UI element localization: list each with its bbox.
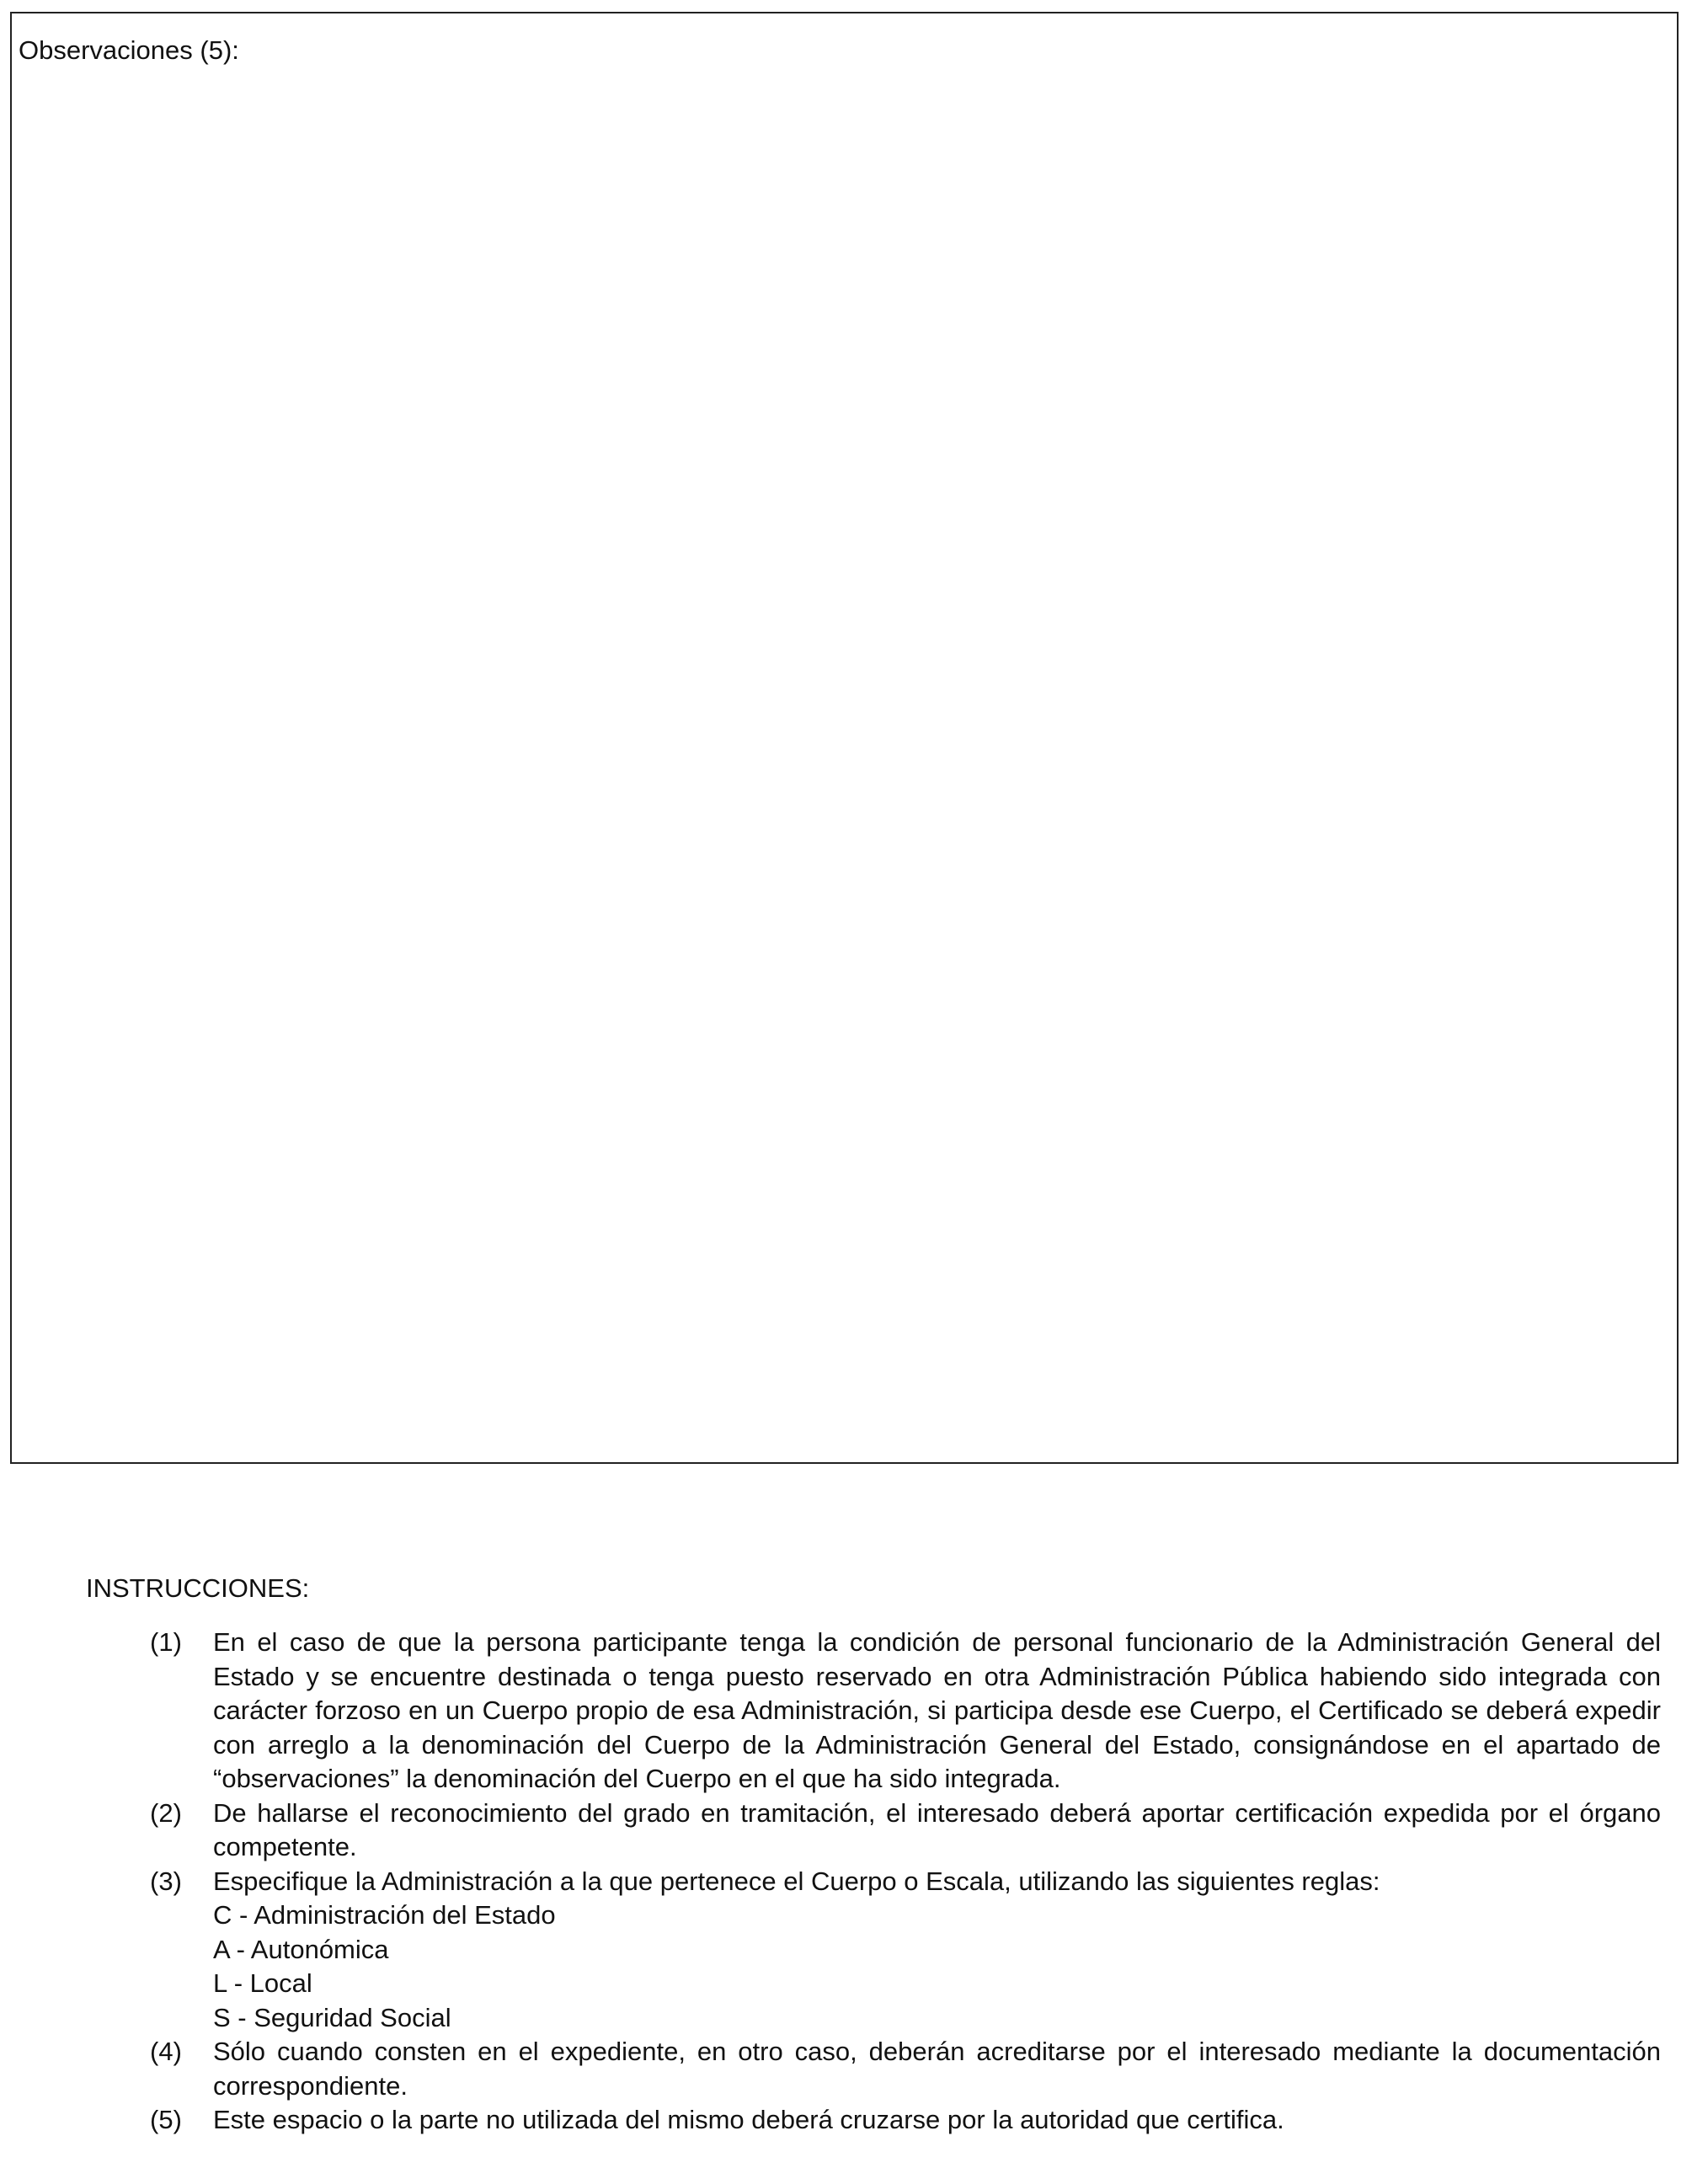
administration-code-item: A - Autonómica xyxy=(213,1934,389,1964)
instruction-item-4 xyxy=(86,2035,1661,2103)
instruction-number: (4) xyxy=(150,2037,182,2066)
administration-code-item: S - Seguridad Social xyxy=(213,2002,451,2032)
observations-box xyxy=(10,12,1679,1464)
instruction-text: Especifique la Administración a la que pertenece el Cuerpo o Escala, utilizando las siguientes reglas: xyxy=(213,1866,1380,1896)
instruction-number: (2) xyxy=(150,1797,182,1828)
instructions-section xyxy=(86,1572,1661,2138)
instruction-text: De hallarse el reconocimiento del grado en tramitación, el interesado deberá aportar certificación expedida por el órgano competente. xyxy=(213,1797,1661,1861)
instruction-text: En el caso de que la persona participante tenga la condición de personal funcionario de la Administración General del Estado y se encuentre destinada o tenga puesto reservado en otra Administración Pública habiendo sido integrada con carácter forzoso en un Cuerpo propio de esa Administración, si participa desde ese Cuerpo, el Certificado se deberá expedir con arreglo a la denominación del Cuerpo de la Administración General del Estado, consignándose en el apartado de “observaciones” la denominación del Cuerpo en el que ha sido integrada. xyxy=(213,1627,1661,1793)
instruction-item-2 xyxy=(86,1797,1661,1865)
administration-code-item: L - Local xyxy=(213,1968,312,1998)
instruction-text: Este espacio o la parte no utilizada del mismo deberá cruzarse por la autoridad que certifica. xyxy=(213,2105,1284,2134)
instruction-item-5 xyxy=(86,2103,1661,2138)
instructions-list xyxy=(86,1626,1661,2138)
observations-label: Observaciones (5): xyxy=(19,35,239,65)
administration-code-item: C - Administración del Estado xyxy=(213,1900,556,1930)
instructions-title: INSTRUCCIONES: xyxy=(86,1573,310,1603)
instruction-text: Sólo cuando consten en el expediente, en otro caso, deberán acreditarse por el interesado mediante la documentación correspondiente. xyxy=(213,2037,1661,2101)
instruction-item-1 xyxy=(86,1626,1661,1797)
instruction-number: (1) xyxy=(150,1627,182,1657)
administration-codes-list xyxy=(213,1898,1661,2035)
instruction-number: (3) xyxy=(150,1866,182,1896)
instruction-item-3 xyxy=(86,1865,1661,2036)
instruction-number: (5) xyxy=(150,2105,182,2134)
